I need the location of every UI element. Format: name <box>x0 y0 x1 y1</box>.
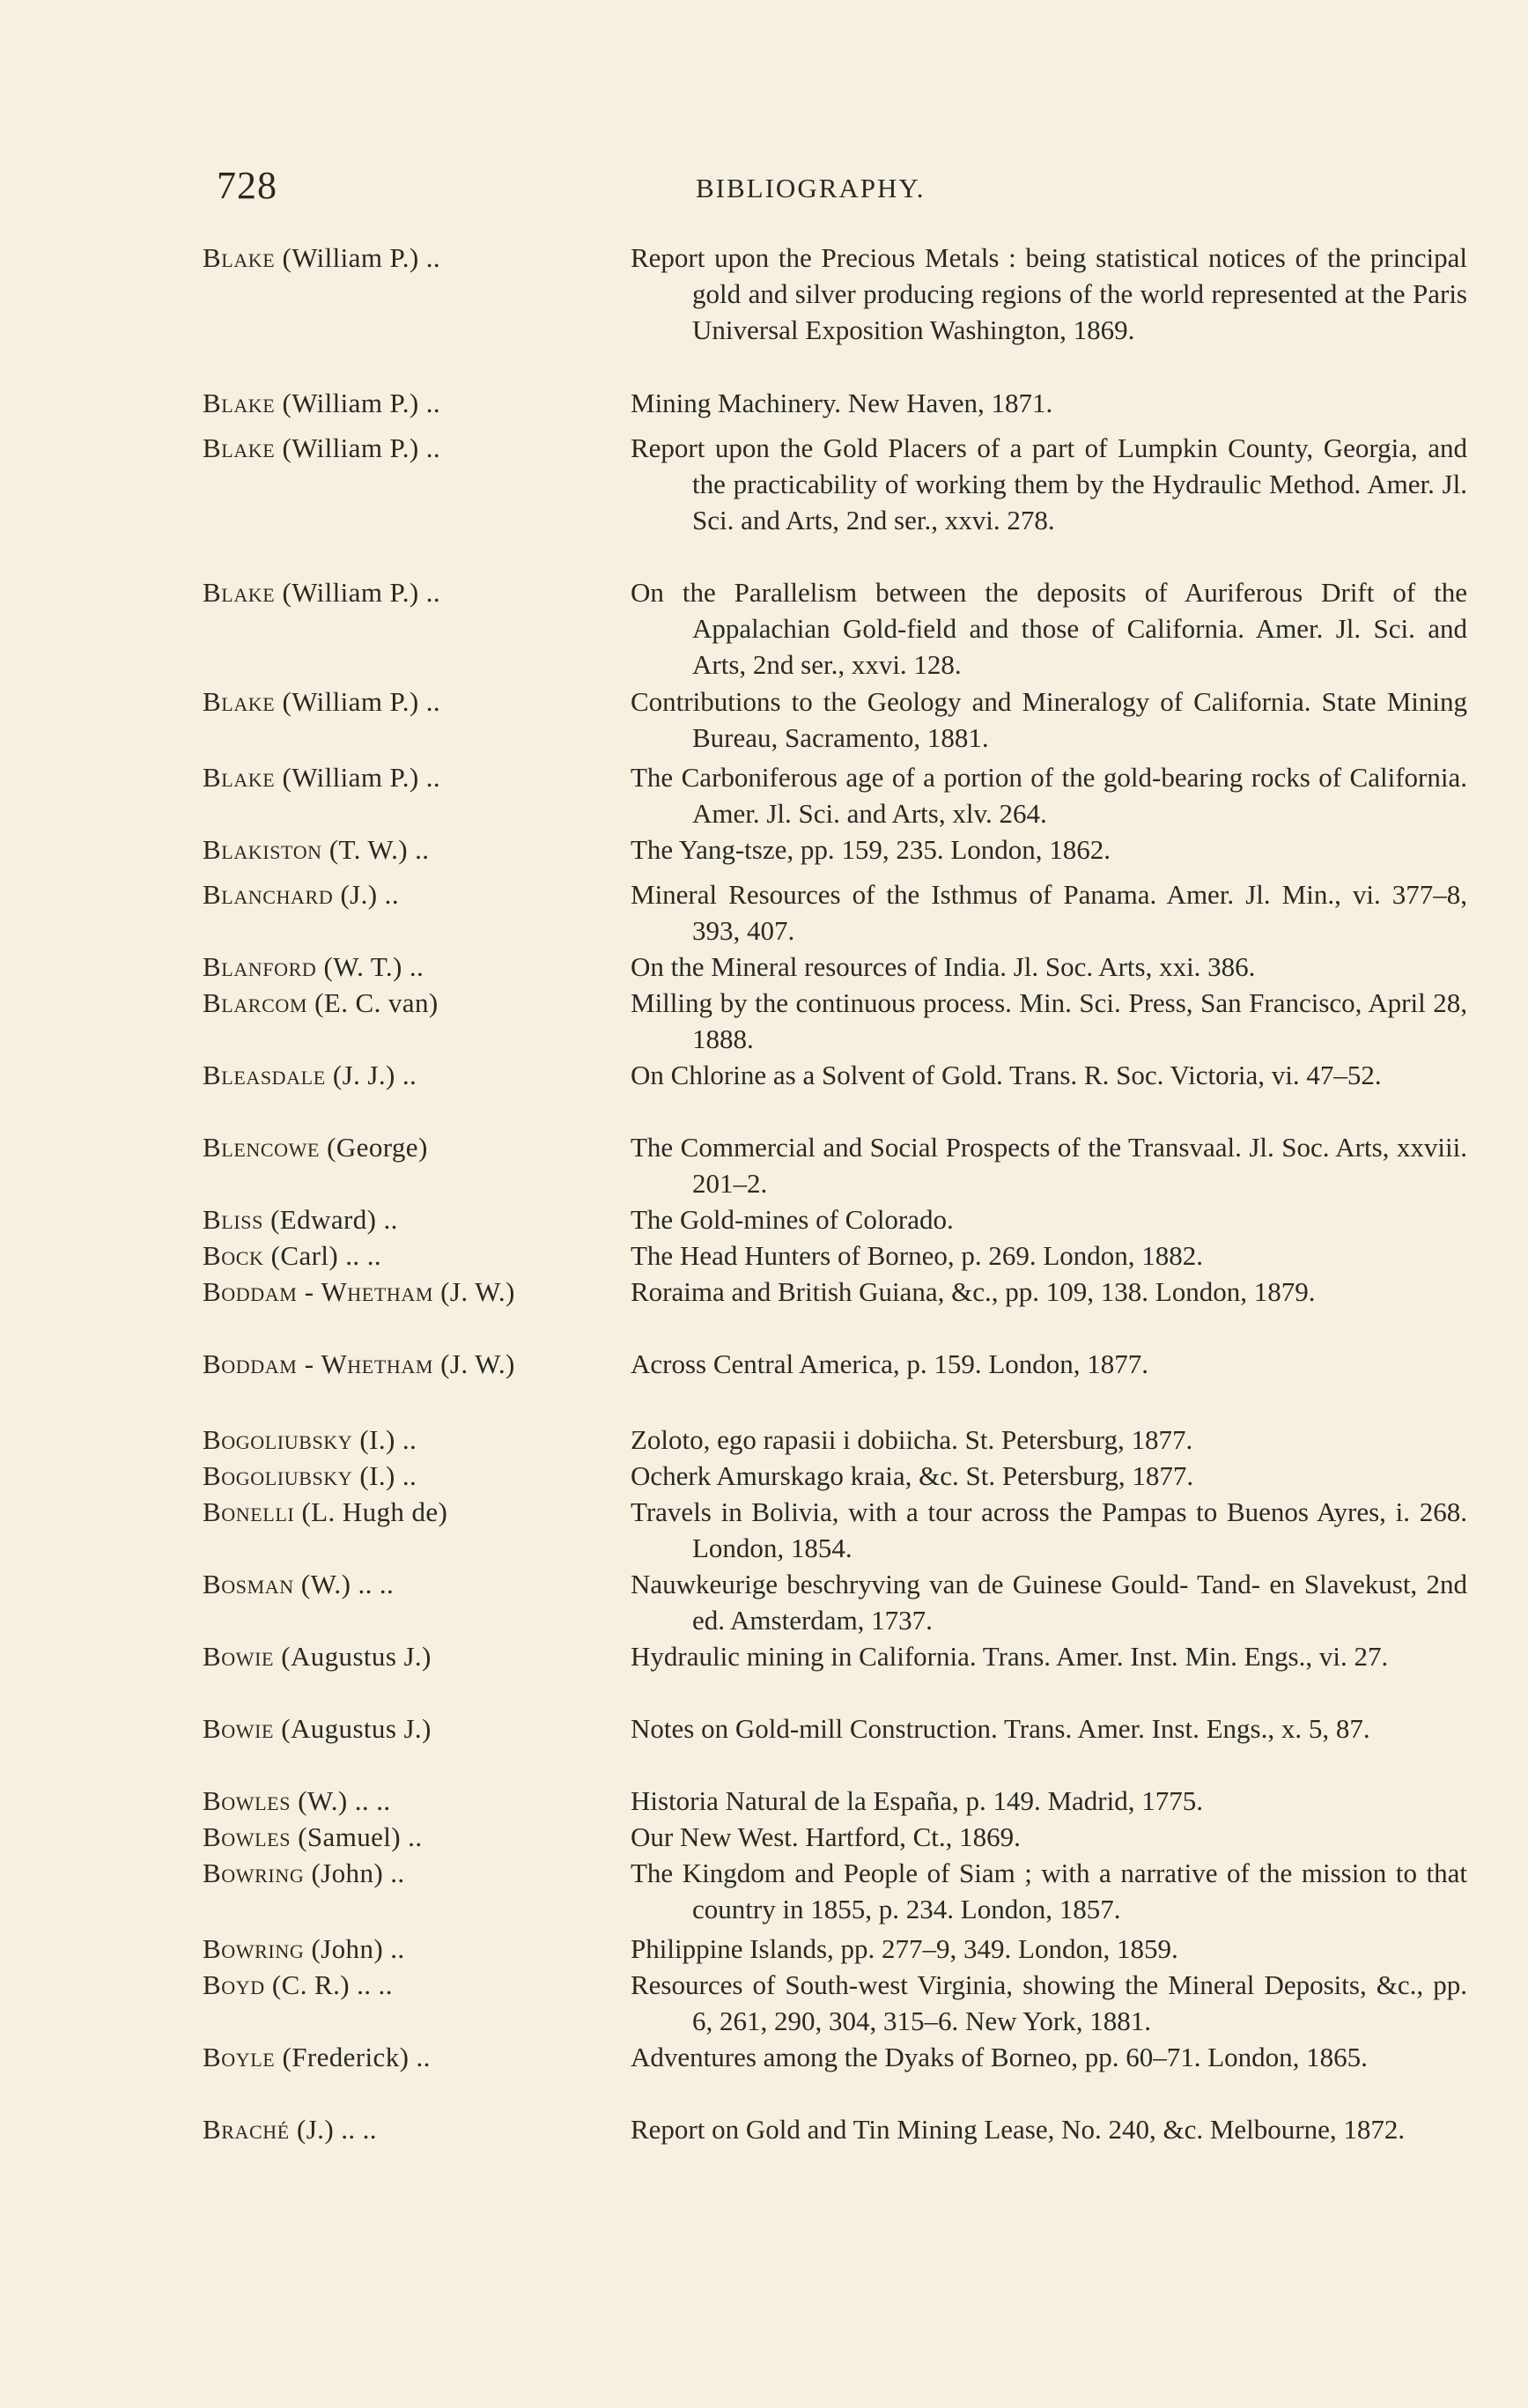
author-surname: Blarcom <box>203 987 307 1018</box>
author-surname: Bosman <box>203 1569 294 1599</box>
author-qualifier: (W. T.) .. <box>316 951 424 982</box>
author-qualifier: (Samuel) .. <box>291 1821 423 1852</box>
entry-author <box>203 1855 537 1891</box>
entry-description: On the Parallelism between the deposits of Auriferous Drift of the Appalachian Gold-field and those of California. Amer. Jl. Sci. and Arts, 2nd ser., xxvi. 128. <box>631 577 1467 680</box>
author-qualifier: (W.) .. .. <box>291 1785 391 1816</box>
author-qualifier: (J. W.) <box>433 1348 515 1379</box>
author-surname: Bowie <box>203 1641 275 1672</box>
entry-description: The Commercial and Social Prospects of the Transvaal. Jl. Soc. Arts, xxviii. 201–2. <box>631 1132 1467 1199</box>
entry-description: On Chlorine as a Solvent of Gold. Trans. R. Soc. Victoria, vi. 47–52. <box>631 1060 1382 1090</box>
entry-description: Notes on Gold-mill Construction. Trans. Amer. Inst. Engs., x. 5, 87. <box>631 1713 1370 1744</box>
entry-description: The Gold-mines of Colorado. <box>631 1204 954 1235</box>
entry-author <box>203 1274 537 1310</box>
author-surname: Boddam - Whetham <box>203 1348 434 1379</box>
entry-description: Mining Machinery. New Haven, 1871. <box>631 388 1053 418</box>
entry-description: The Head Hunters of Borneo, p. 269. London, 1882. <box>631 1240 1204 1271</box>
entry-description: The Yang-tsze, pp. 159, 235. London, 1862. <box>631 834 1111 865</box>
entry-description: Across Central America, p. 159. London, 1877. <box>631 1348 1149 1379</box>
entry-author <box>203 574 537 610</box>
entry-description: Roraima and British Guiana, &c., pp. 109, 138. London, 1879. <box>631 1276 1316 1307</box>
entry-description: Milling by the continuous process. Min. Sci. Press, San Francisco, April 28, 1888. <box>631 987 1467 1054</box>
author-surname: Bowles <box>203 1785 292 1816</box>
author-qualifier: (L. Hugh de) <box>294 1496 448 1527</box>
running-head: BIBLIOGRAPHY. <box>696 173 926 203</box>
author-qualifier: (George) <box>320 1132 428 1163</box>
entry-description: Zoloto, ego rapasii i dobiicha. St. Petersburg, 1877. <box>631 1424 1193 1455</box>
entry-author <box>203 1783 537 1819</box>
author-qualifier: (T. W.) .. <box>321 834 430 865</box>
entry-description: Nauwkeurige beschryving van de Guinese Gould- Tand- en Slavekust, 2nd ed. Amsterdam, 1737. <box>631 1569 1467 1636</box>
author-qualifier: (John) .. <box>304 1933 405 1964</box>
author-surname: Bogoliubsky <box>203 1424 353 1455</box>
author-qualifier: (Augustus J.) <box>274 1641 432 1672</box>
author-surname: Blanchard <box>203 879 334 910</box>
entry-description: Mineral Resources of the Isthmus of Panama. Amer. Jl. Min., vi. 377–8, 393, 407. <box>631 879 1467 946</box>
author-surname: Blanford <box>203 951 317 982</box>
entry-author <box>203 2039 537 2075</box>
entry-author <box>203 1494 537 1530</box>
author-qualifier: (J. W.) <box>433 1276 515 1307</box>
entry-description: Ocherk Amurskago kraia, &c. St. Petersburg, 1877. <box>631 1460 1194 1491</box>
author-surname: Bliss <box>203 1204 263 1235</box>
author-surname: Blake <box>203 388 276 418</box>
entry-author <box>203 430 537 466</box>
author-qualifier: (William P.) .. <box>275 577 441 608</box>
author-surname: Bowring <box>203 1933 305 1964</box>
author-surname: Boddam - Whetham <box>203 1276 434 1307</box>
author-qualifier: (E. C. van) <box>307 987 439 1018</box>
entry-author <box>203 759 537 795</box>
entry-description: Report upon the Gold Placers of a part of Lumpkin County, Georgia, and the practicability of working them by the Hydraulic Method. Amer. Jl. Sci. and Arts, 2nd ser., xxvi. 278. <box>631 432 1467 536</box>
entry-description: Report upon the Precious Metals : being statistical notices of the principal gold and silver producing regions of the world represented at the Paris Universal Exposition Washington, 1869. <box>631 242 1467 345</box>
entry-description: Travels in Bolivia, with a tour across the Pampas to Buenos Ayres, i. 268. London, 1854. <box>631 1496 1467 1563</box>
entry-description: The Carboniferous age of a portion of the gold-bearing rocks of California. Amer. Jl. Sci. and Arts, xlv. 264. <box>631 762 1467 829</box>
author-qualifier: (Frederick) .. <box>275 2042 431 2072</box>
author-qualifier: (William P.) .. <box>275 686 441 717</box>
author-qualifier: (William P.) .. <box>275 388 441 418</box>
author-surname: Bowles <box>203 1821 292 1852</box>
author-qualifier: (J.) .. <box>333 879 399 910</box>
entry-description: Philippine Islands, pp. 277–9, 349. London, 1859. <box>631 1933 1178 1964</box>
author-surname: Blakiston <box>203 834 322 865</box>
entry-author <box>203 876 537 912</box>
entry-author <box>203 1710 537 1747</box>
author-surname: Bogoliubsky <box>203 1460 353 1491</box>
entry-description: Adventures among the Dyaks of Borneo, pp. 60–71. London, 1865. <box>631 2042 1368 2072</box>
author-surname: Blake <box>203 762 276 793</box>
author-surname: Boyle <box>203 2042 276 2072</box>
entry-description: The Kingdom and People of Siam ; with a narrative of the mission to that country in 1855, p. 234. London, 1857. <box>631 1858 1467 1924</box>
entry-description: Report on Gold and Tin Mining Lease, No. 240, &c. Melbourne, 1872. <box>631 2114 1406 2145</box>
author-qualifier: (William P.) .. <box>275 432 441 463</box>
author-qualifier: (Edward) .. <box>262 1204 398 1235</box>
entry-author <box>203 1967 537 2003</box>
author-qualifier: (W.) .. .. <box>293 1569 395 1599</box>
author-surname: Blake <box>203 432 276 463</box>
entry-author <box>203 2111 537 2147</box>
entry-author <box>203 985 537 1021</box>
entry-author <box>203 683 537 720</box>
entry-description: Resources of South-west Virginia, showing the Mineral Deposits, &c., pp. 6, 261, 290, 304, 315–6. New York, 1881. <box>631 1969 1467 2036</box>
author-qualifier: (J.) .. .. <box>289 2114 377 2145</box>
entry-author <box>203 240 537 276</box>
entry-author <box>203 1057 537 1093</box>
entry-author <box>203 1819 537 1855</box>
entry-author <box>203 1931 537 1967</box>
entry-description: Hydraulic mining in California. Trans. Amer. Inst. Min. Engs., vi. 27. <box>631 1641 1389 1672</box>
entry-author <box>203 1129 537 1165</box>
entry-author <box>203 1566 537 1602</box>
entry-description: Historia Natural de la España, p. 149. Madrid, 1775. <box>631 1785 1203 1816</box>
entry-author <box>203 1458 537 1494</box>
author-qualifier: (Carl) .. .. <box>263 1240 381 1271</box>
entry-author <box>203 1346 537 1382</box>
author-qualifier: (Augustus J.) <box>274 1713 432 1744</box>
entry-description: Contributions to the Geology and Mineralogy of California. State Mining Bureau, Sacramento, 1881. <box>631 686 1467 753</box>
author-qualifier: (William P.) .. <box>275 762 441 793</box>
entry-author <box>203 1201 537 1237</box>
author-surname: Boyd <box>203 1969 265 2000</box>
entry-description: Our New West. Hartford, Ct., 1869. <box>631 1821 1021 1852</box>
author-surname: Blake <box>203 686 276 717</box>
entry-author <box>203 1638 537 1674</box>
author-surname: Blake <box>203 242 276 273</box>
author-surname: Blencowe <box>203 1132 321 1163</box>
author-qualifier: (John) .. <box>304 1858 405 1888</box>
entry-author <box>203 1237 537 1274</box>
entry-author <box>203 1422 537 1458</box>
author-surname: Blake <box>203 577 276 608</box>
author-surname: Bleasdale <box>203 1060 326 1090</box>
entry-description: On the Mineral resources of India. Jl. Soc. Arts, xxi. 386. <box>631 951 1256 982</box>
author-surname: Bowie <box>203 1713 275 1744</box>
entry-author <box>203 385 537 421</box>
entry-author <box>203 831 537 868</box>
author-surname: Braché <box>203 2114 290 2145</box>
author-surname: Bowring <box>203 1858 305 1888</box>
author-qualifier: (C. R.) .. .. <box>264 1969 393 2000</box>
author-qualifier: (William P.) .. <box>275 242 441 273</box>
author-surname: Bonelli <box>203 1496 295 1527</box>
author-qualifier: (I.) .. <box>352 1460 417 1491</box>
entry-author <box>203 949 537 985</box>
page-number: 728 <box>217 164 277 207</box>
author-qualifier: (I.) .. <box>352 1424 417 1455</box>
author-qualifier: (J. J.) .. <box>325 1060 417 1090</box>
author-surname: Bock <box>203 1240 264 1271</box>
